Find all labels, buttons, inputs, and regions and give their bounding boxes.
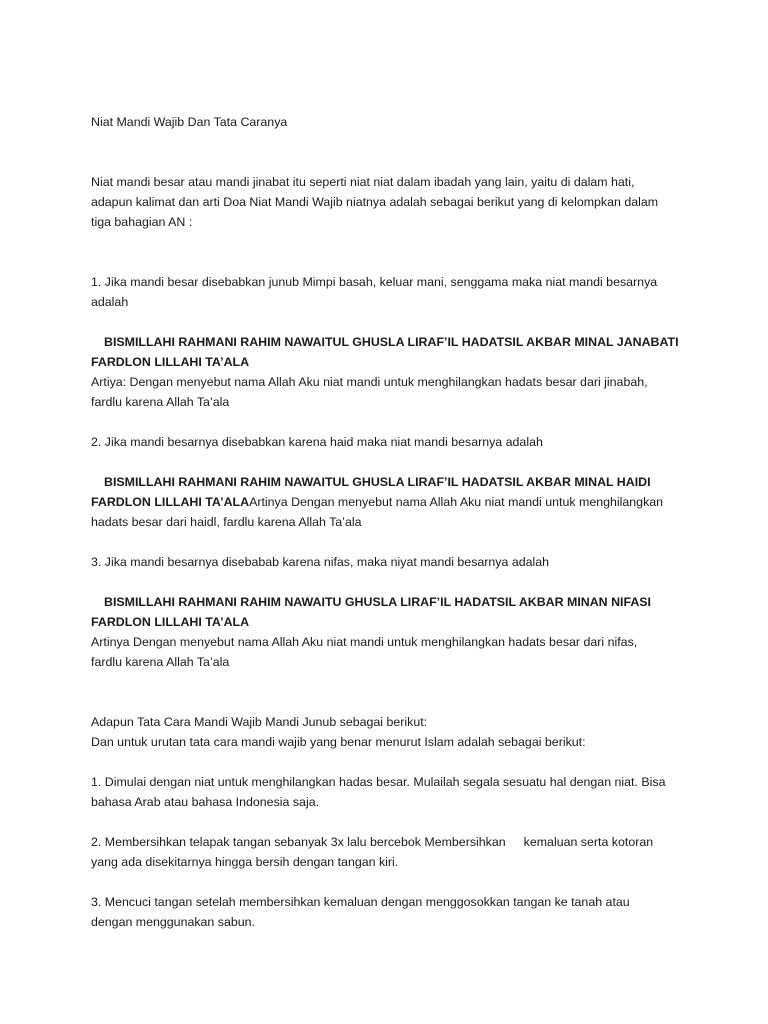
step-2-line-1a: 2. Membersihkan telapak tangan sebanyak 3x lalu bercebok Membersihkan xyxy=(91,835,506,849)
tata-heading: Adapun Tata Cara Mandi Wajib Mandi Junub sebagai berikut: xyxy=(91,715,428,729)
doa-3-line-1: BISMILLAHI RAHMANI RAHIM NAWAITU GHUSLA LIRAF’IL HADATSIL AKBAR MINAN NIFASI xyxy=(104,595,651,609)
document-body xyxy=(91,112,681,932)
item-3: 3. Jika mandi besarnya disebabab karena nifas, maka niyat mandi besarnya adalah xyxy=(91,555,550,569)
arti-1-line-1: Artiya: Dengan menyebut nama Allah Aku niat mandi untuk menghilangkan hadats besar dari jinabah, xyxy=(91,375,648,389)
arti-2-line-3: hadats besar dari haidl, fardlu karena Allah Ta’ala xyxy=(91,515,362,529)
step-3-line-1: 3. Mencuci tangan setelah membersihkan kemaluan dengan menggosokkan tangan ke tanah atau xyxy=(91,895,630,909)
intro-line-3: tiga bahagian AN : xyxy=(91,215,193,229)
step-1-line-1: 1. Dimulai dengan niat untuk menghilangkan hadas besar. Mulailah segala sesuatu hal dengan niat. Bisa xyxy=(91,775,666,789)
doa-1-line-2: FARDLON LILLAHI TA’ALA xyxy=(91,355,250,369)
tata-intro: Dan untuk urutan tata cara mandi wajib yang benar menurut Islam adalah sebagai berikut: xyxy=(91,735,586,749)
intro-line-2: adapun kalimat dan arti Doa Niat Mandi Wajib niatnya adalah sebagai berikut yang di kelompkan dalam xyxy=(91,195,659,209)
step-2-line-1 xyxy=(91,832,681,852)
doa-1-line-1: BISMILLAHI RAHMANI RAHIM NAWAITUL GHUSLA LIRAF’IL HADATSIL AKBAR MINAL JANABATI xyxy=(104,335,679,349)
arti-1-line-2: fardlu karena Allah Ta’ala xyxy=(91,395,230,409)
step-2-line-2: yang ada disekitarnya hingga bersih dengan tangan kiri. xyxy=(91,855,399,869)
doa-2-line-1: BISMILLAHI RAHMANI RAHIM NAWAITUL GHUSLA LIRAF’IL HADATSIL AKBAR MINAL HAIDI xyxy=(104,475,651,489)
arti-2-line-2-rest: Artinya Dengan menyebut nama Allah Aku niat mandi untuk menghilangkan xyxy=(249,495,664,509)
item-1-line-1: 1. Jika mandi besar disebabkan junub Mimpi basah, keluar mani, senggama maka niat mandi besarnya xyxy=(91,275,658,289)
item-1-line-2: adalah xyxy=(91,295,129,309)
step-3-line-2: dengan menggunakan sabun. xyxy=(91,915,255,929)
intro-line-1: Niat mandi besar atau mandi jinabat itu seperti niat niat dalam ibadah yang lain, yaitu di dalam hati, xyxy=(91,175,635,189)
doa-2-line-2-bold: FARDLON LILLAHI TA’ALA xyxy=(91,495,250,509)
arti-3-line-1: Artinya Dengan menyebut nama Allah Aku niat mandi untuk menghilangkan hadats besar dari nifas, xyxy=(91,635,638,649)
item-2: 2. Jika mandi besarnya disebabkan karena haid maka niat mandi besarnya adalah xyxy=(91,435,543,449)
doa-2-line-2 xyxy=(91,492,681,512)
doa-3-line-2: FARDLON LILLAHI TA’ALA xyxy=(91,615,250,629)
step-2-line-1b: kemaluan serta kotoran xyxy=(523,835,654,849)
arti-3-line-2: fardlu karena Allah Ta’ala xyxy=(91,655,230,669)
document-title: Niat Mandi Wajib Dan Tata Caranya xyxy=(91,115,288,129)
step-1-line-2: bahasa Arab atau bahasa Indonesia saja. xyxy=(91,795,320,809)
